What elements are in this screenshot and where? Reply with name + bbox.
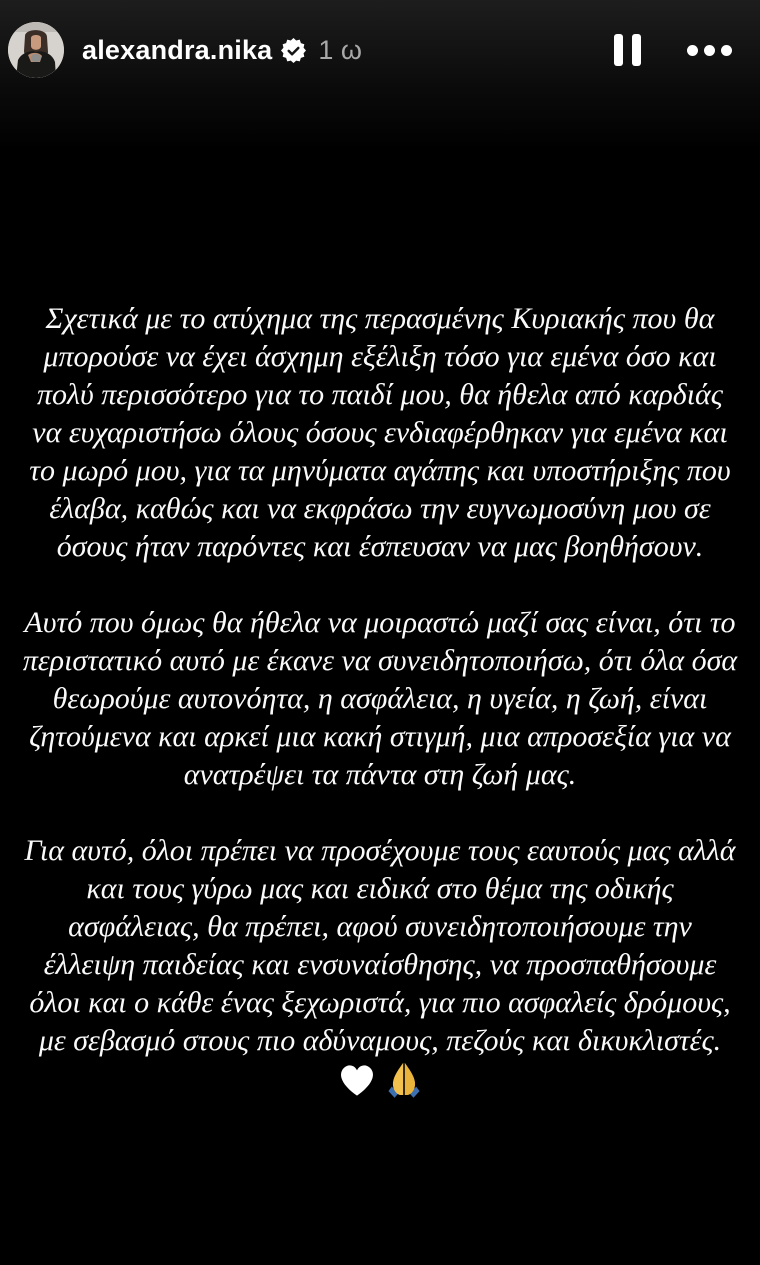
- emoji-line: [0, 1058, 760, 1102]
- story-text: [10, 300, 750, 1098]
- verified-badge-icon: [281, 38, 306, 63]
- avatar[interactable]: [8, 22, 64, 78]
- story-paragraph: Για αυτό, όλοι πρέπει να προσέχουμε τους εαυτούς μας αλλά και τους γύρω μας και ειδικά στο θέμα της οδικής ασφάλειας, θα πρέπει, αφού συνειδητοποιήσουμε την έλλειψη παιδείας και ενσυναίσθησης, να προσπαθήσουμε όλοι και ο κάθε ένας ξεχωριστά, για πιο ασφαλείς δρόμους, με σεβασμό στους πιο αδύναμους, πεζούς και δικυκλιστές.: [24, 834, 736, 1057]
- more-options-icon[interactable]: [685, 35, 734, 66]
- story-timestamp: 1 ω: [318, 34, 363, 65]
- username[interactable]: alexandra.nika: [82, 34, 273, 65]
- avatar-image: [8, 22, 64, 78]
- white-heart-icon: [336, 1061, 378, 1099]
- story-paragraph: Αυτό που όμως θα ήθελα να μοιραστώ μαζί σας είναι, ότι το περιστατικό αυτό με έκανε να συνειδητοποιήσω, ότι όλα όσα θεωρούμε αυτονόητα, η ασφάλεια, η υγεία, η ζωή, είναι ζητούμενα και αρκεί μια κακή στιγμή, μια απροσεξία για να ανατρέψει τα πάντα στη ζωή μας.: [22, 606, 738, 791]
- pause-icon[interactable]: [608, 28, 647, 72]
- story-header: [8, 20, 734, 80]
- story-paragraph: Σχετικά με το ατύχημα της περασμένης Κυριακής που θα μπορούσε να έχει άσχημη εξέλιξη τόσο για εμένα όσο και πολύ περισσότερο για το παιδί μου, θα ήθελα από καρδιάς να ευχαριστήσω όλους όσους ενδιαφέρθηκαν για εμένα και το μωρό μου, για τα μηνύματα αγάπης και υποστήριξης που έλαβα, καθώς και να εκφράσω την ευγνωμοσύνη μου σε όσους ήταν παρόντες και έσπευσαν να μας βοηθήσουν.: [29, 302, 731, 563]
- folded-hands-icon: [384, 1060, 424, 1100]
